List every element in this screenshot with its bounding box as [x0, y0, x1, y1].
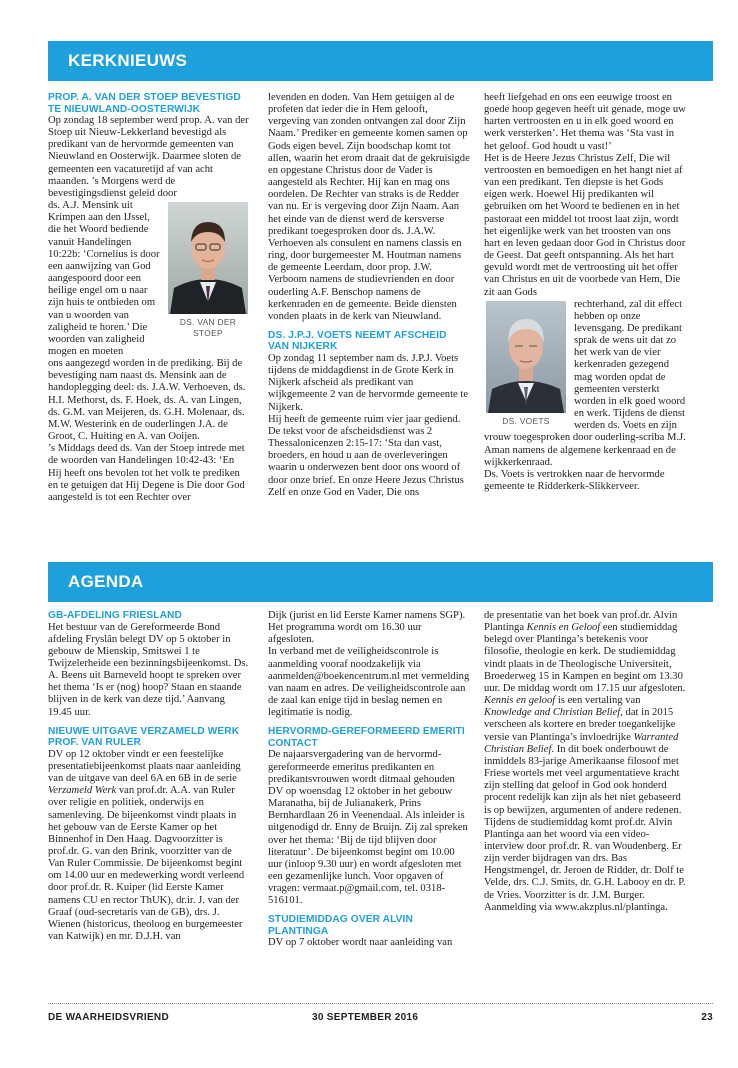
- agenda-paragraph: Kennis en geloof is een vertaling van Knowledge and Christian Belief, dat in 2015 verscheen als kortere en breder toegankelijke versie van Plantinga’s invloedrijke Warranted Christian Belief. In dit boek onderbouwt de inmiddels 83-jarige Amerikaanse filosoof met Friese wortels met veel argumentatieve kracht zijn stelling dat geloof in God ook honderd procent redelijk kan zijn als het niet gebaseerd is op bewijzen, argumenten of andere redenen.: [484, 695, 682, 816]
- portrait-voets: [486, 301, 566, 413]
- article-paragraph: Ds. Voets is vertrokken naar de hervormde gemeente te Ridderkerk-Slikkerveer.: [484, 468, 665, 492]
- footer-divider: [48, 1003, 713, 1004]
- article-paragraph: Hij heeft de gemeente ruim vier jaar gediend. De tekst voor de afscheidsdienst was 2 Thessalonicenzen 2:15-17: ‘Sta dan vast, broeders, en houd u aan de overleveringen waarin u onderwezen bent door ons woord of door onze brief. En onze Heere Jezus Christus Zelf en onze God en Vader, Die ons: [268, 413, 464, 498]
- agenda-paragraph: de presentatie van het boek van prof.dr. Alvin Plantinga Kennis en Geloof een studiemiddag belegd over Plantinga’s betekenis voor filosofie, theologie en kerk. De studiemiddag vindt plaats in de Theologische Universiteit, Broederweg 15 in Kampen en begint om 13.30 uur. De middag wordt om 17.15 uur afgesloten.: [484, 610, 686, 694]
- article-paragraph: levenden en doden. Van Hem getuigen al de profeten dat ieder die in Hem gelooft, vergeving van zonden ontvangen zal door Zijn Naam.’ Prediker en gemeente komen samen op Gods eigen bevel. Zijn boodschap komt tot allen, waarin het erom draait dat de gekruisigde en opgestane Christus door de Vader is aangesteld als Rechter. Hij kan en mag ons oordelen. De Rechter van straks is de Redder van nu. Er is vergeving door Zijn Naam. Aan het einde van de dienst werd de kersverse predikant toegesproken door ds. J.A.W. Verhoeven als consulent en namens classis en ring, door burgemeester M. Houtman namens de gemeente Leerdam, door prop. J.W. Verboom namens de studievrienden en door ouderling A.F. Benschop namens de kerkenraden en de gemeente. Beide diensten vonden plaats in de kerk van Nieuwland.: [268, 92, 470, 322]
- article-paragraph: ons aangezegd worden in de prediking. Bij de bevestiging nam naast ds. Mensink aan de handoplegging deel: ds. J.A.W. Verhoeven, ds. H.I. Methorst, ds. F. Hoek, ds. A. van Lingen, ds. G.M. van Meijeren, ds. G.H. Molenaar, ds. M.W. Westerink en de ouderlingen J.A. de Groot, C. Huiting en A. van Ooijen.: [48, 358, 246, 443]
- agenda-paragraph: Tijdens de studiemiddag komt prof.dr. Alvin Plantinga aan het woord via een video-interview door prof.dr. R. van Woudenberg. Er zijn verder bijdragen van drs. Bas Hengstmengel, dr. Jeroen de Ridder, dr. Dolf te Velde, drs. C.J. Smits, dr. G.H. Labooy en dr. P. de Vries. Voorzitter is dr. J.M. Burger.: [484, 816, 686, 901]
- article-heading-voets: DS. J.P.J. VOETS NEEMT AFSCHEID VAN NIJKERK: [268, 329, 447, 353]
- agenda-paragraph: DV op 12 oktober vindt er een feestelijke presentatiebijeenkomst plaats naar aanleiding van de uitgave van deel 6A en 6B in de serie Verzameld Werk van prof.dr. A.A. van Ruler over religie en politiek, onderwijs en samenleving. De bijeenkomst vindt plaats in het gebouw van de Eerste Kamer op het Binnenhof in Den Haag. Dagvoorzitter is prof.dr. G. van den Brink, voorzitter van de Van Ruler Commissie. De bijeenkomst begint om 14.00 uur en medewerking wordt verleend door prof.dr. R. Kuiper (lid Eerste Kamer namens CU en rector ThUK), dr.ir. J. van der Graaf (oud-secretaris van de GB), drs. J. Wienen (historicus, theoloog en burgemeester van Katwijk) en mr. D.J.H. van: [48, 748, 245, 943]
- kerknieuws-column-3: [484, 92, 686, 493]
- article-paragraph: Het is de Heere Jezus Christus Zelf, Die wil vertroosten en bemoedigen en het hangt niet af van een predikant. Ten diepste is het Gods eigen werk. Hoewel Hij predikanten wil gebruiken om het Woord te bedienen en in het pastoraat een middel tot troost laat zijn, wordt het eigenlijke werk van het troosten van ons hart en leven gedaan door God in Christus door de Geest. Dat geeft ontspanning. Als het hart gevuld wordt met de vertroosting uit het offer van Christus en uit de voorbede van Hem, Die zit aan Gods: [484, 152, 686, 298]
- photo-caption-van-der-stoep: DS. VAN DER STOEP: [179, 317, 237, 339]
- agenda-column-1: [48, 610, 250, 943]
- agenda-column-2: [268, 610, 470, 950]
- agenda-heading-van-ruler: NIEUWE UITGAVE VERZAMELD WERK PROF. VAN RULER: [48, 725, 240, 749]
- footer-publication: DE WAARHEIDSVRIEND: [48, 1012, 169, 1023]
- article-paragraph: Op zondag 11 september nam ds. J.P.J. Voets tijdens de middagdienst in de Grote Kerk in Nijkerk afscheid als predikant van wijkgemeente 2 van de hervormde gemeente te Nijkerk.: [268, 352, 469, 413]
- agenda-paragraph: Aanmelding via www.akzplus.nl/plantinga.: [484, 901, 668, 913]
- footer-date: 30 SEPTEMBER 2016: [312, 1012, 419, 1023]
- kerknieuws-column-1: [48, 92, 250, 504]
- agenda-paragraph: DV op 7 oktober wordt naar aanleiding van: [268, 937, 453, 949]
- agenda-column-3: [484, 610, 686, 914]
- agenda-heading-emeriti-contact: HERVORMD-GEREFORMEERD EMERITI CONTACT: [268, 726, 465, 749]
- article-paragraph: Op zondag 18 september werd prop. A. van der Stoep uit Nieuw-Lekkerland bevestigd als predikant van de hervormde gemeenten van Nieuwland en Oosterwijk. Daarmee sloten de gemeenten een vacaturetijd af van acht maanden. ’s Morgens werd de bevestigingsdienst geleid door: [48, 115, 249, 199]
- agenda-heading-gb-friesland: GB-AFDELING FRIESLAND: [48, 610, 182, 621]
- article-paragraph: heeft liefgehad en ons een eeuwige troost en goede hoop gegeven heeft uit genade, moge uw harten vertroosten en u in elk goed woord en werk versterken’. Het thema was ‘Sta vast in het geloof. God houdt u vast!’: [484, 92, 686, 152]
- agenda-banner: [48, 562, 713, 602]
- agenda-heading-plantinga: STUDIEMIDDAG OVER ALVIN PLANTINGA: [268, 914, 413, 937]
- kerknieuws-column-2: [268, 92, 470, 499]
- footer-page-number: 23: [701, 1012, 713, 1023]
- agenda-paragraph: Het bestuur van de Gereformeerde Bond afdeling Fryslân belegt DV op 5 oktober in gebouw de Mienskip, Smitswei 1 te Twijzelerheide een bezinningsbijeenkomst. Ds. A. Beens uit Barneveld hoopt te spreken over het thema ‘Is er (nog) hoop? Staan en staande blijven in de kerk van deze tijd.’ Aanvang 19.45 uur.: [48, 621, 249, 718]
- article-paragraph: ’s Middags deed ds. Van der Stoep intrede met de woorden van Handelingen 10:42-43: ‘En Hij heeft ons bevolen tot het volk te prediken en te getuigen dat Hij Degene is Die door God aangesteld is tot een Rechter over: [48, 443, 245, 503]
- photo-voets-block: [484, 301, 568, 427]
- section-title-agenda: AGENDA: [68, 572, 144, 591]
- article-paragraph: rechterhand, zal dit effect hebben op onze levensgang. De predikant sprak de wens uit dat zo het werk van de vier kerkenraden gezegend mag worden opdat de gemeenten versterkt worden in elk goed woord en werk. Tijdens de dienst werden ds. Voets en zijn vrouw toegesproken door ouderling-scriba M.J. Aman namens de algemene kerkenraad en de wijkkerkenraad.: [484, 298, 686, 468]
- article-heading-van-der-stoep: PROP. A. VAN DER STOEP BEVESTIGD TE NIEUWLAND-OOSTERWIJK: [48, 92, 241, 115]
- photo-van-der-stoep-block: [166, 202, 250, 339]
- agenda-paragraph: In verband met de veiligheidscontrole is aanmelding vooraf noodzakelijk via aanmelden@boekencentrum.nl met vermelding van naam en adres. De veiligheidscontrole aan de zaal kan enige tijd in beslag nemen en legitimatie is nodig.: [268, 646, 470, 719]
- portrait-van-der-stoep: [168, 202, 248, 314]
- photo-caption-voets: DS. VOETS: [502, 415, 550, 426]
- kerknieuws-banner: [48, 41, 713, 81]
- agenda-paragraph: De najaarsvergadering van de hervormd-gereformeerde emeritus predikanten en predikantsvrouwen wordt ditmaal gehouden DV op woensdag 12 oktober in het gebouw Maranatha, bij de Julianakerk, Prins Bernhardlaan 26 in Veenendaal. Als inleider is uitgenodigd dr. Enny de Bruijn. Zij zal spreken over het thema: ‘Bij de tijd blijven door literatuur’. De bijeenkomst begint om 10.00 uur (inloop 9.30 uur) en wordt afgesloten met een gezamenlijke lunch. Voor opgaven of vragen: vermaat.p@gmail.com, tel. 0318-516101.: [268, 749, 468, 907]
- article-paragraph: ds. A.J. Mensink uit Krimpen aan den IJssel, die het Woord bediende vanuit Handelingen 10:22b: ‘Cornelius is door een aanwijzing van God aangespoord door een heilige engel om u naar zijn huis te ontbieden om van u woorden van zaligheid te horen.’ Die woorden van zaligheid mogen en moeten: [48, 200, 160, 357]
- agenda-paragraph: Dijk (jurist en lid Eerste Kamer namens SGP). Het programma wordt om 16.30 uur afgesloten.: [268, 610, 466, 646]
- section-title-kerknieuws: KERKNIEUWS: [68, 51, 188, 70]
